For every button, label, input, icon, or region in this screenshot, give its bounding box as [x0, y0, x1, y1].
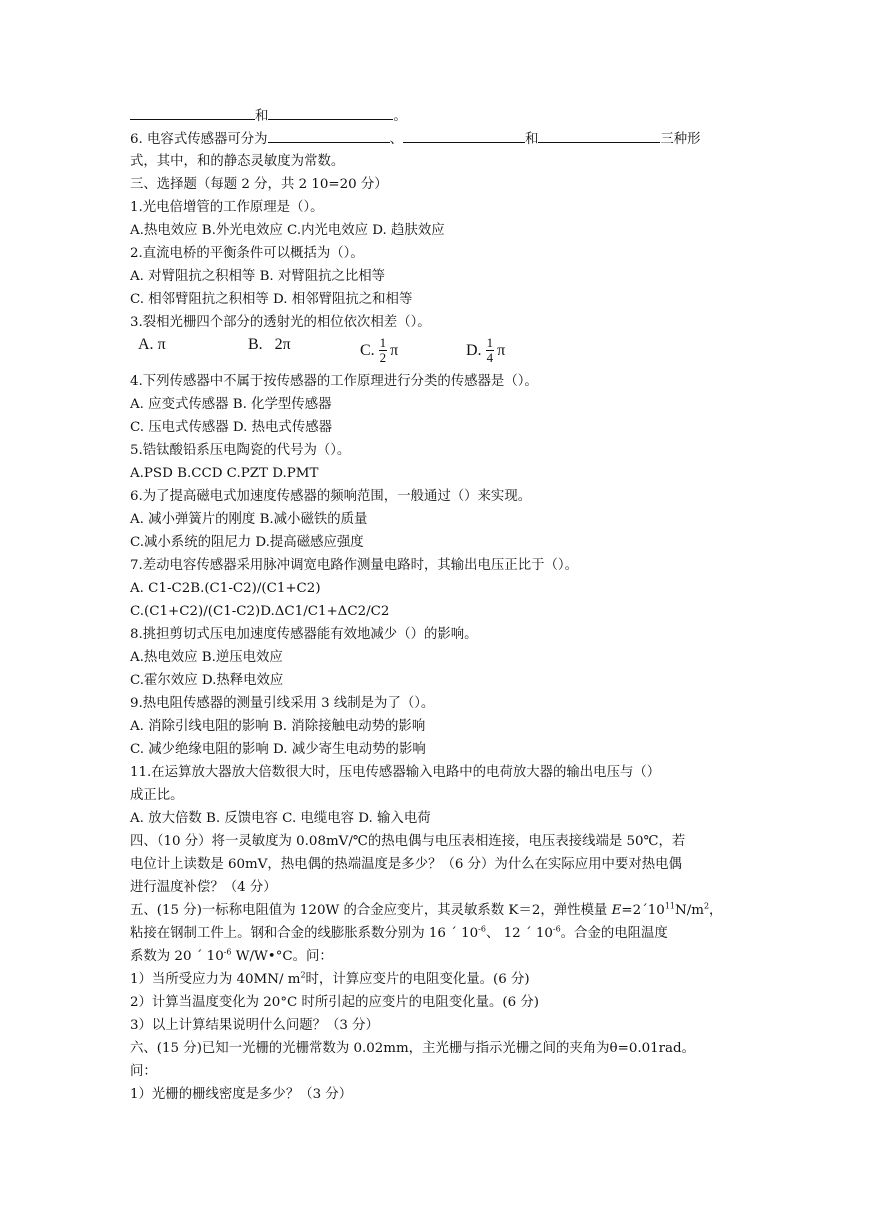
problem-5-line: 3）以上计算结果说明什么问题？（3 分）	[130, 1018, 379, 1033]
text-fragment: W/W•°C。问：	[231, 949, 333, 964]
option-label: A.	[138, 336, 154, 353]
text-fragment: 和	[524, 132, 539, 147]
question-line: 5.锆钛酸铅系压电陶瓷的代号为（）。	[130, 443, 351, 458]
problem-4-line: 四、（10 分）将一灵敏度为 0.08mV/℃的热电偶与电压表相连接，电压表接线端是 50℃，若	[130, 834, 686, 849]
problem-4-line: 电位计上读数是 60mV，热电偶的热端温度是多少？（6 分）为什么在实际应用中要对热电偶	[130, 857, 682, 872]
option-a	[138, 336, 166, 354]
answer-blank	[130, 104, 255, 120]
answer-blank	[268, 104, 393, 120]
option-b	[248, 336, 291, 354]
option-line: C. 减少绝缘电阻的影响 D. 减少寄生电动势的影响	[130, 742, 426, 757]
text-fragment: 系数为 20 ´ 10	[130, 949, 224, 964]
option-value: 2π	[274, 336, 291, 353]
text-fragment: 。	[393, 109, 407, 124]
option-d	[466, 336, 505, 365]
option-value: π	[390, 341, 399, 359]
option-line: C.霍尔效应 D.热释电效应	[130, 673, 284, 688]
question-line: 6.为了提高磁电式加速度传感器的频响范围，一般通过（）来实现。	[130, 489, 532, 504]
text-fragment: E	[611, 903, 622, 918]
option-label: B.	[248, 336, 263, 353]
problem-6-line: 1）光栅的栅线密度是多少？（3 分）	[130, 1087, 353, 1102]
text-fragment: 和	[255, 109, 269, 124]
option-line: C. 压电式传感器 D. 热电式传感器	[130, 420, 332, 435]
problem-4-line: 进行温度补偿？（4 分）	[130, 880, 277, 895]
option-line: A. 减小弹簧片的刚度 B.减小磁铁的质量	[130, 512, 368, 527]
question-line: 3.裂相光栅四个部分的透射光的相位依次相差（）。	[130, 315, 431, 330]
text-fragment: 、 12 ´ 10	[485, 926, 553, 941]
option-line: A. 应变式传感器 B. 化学型传感器	[130, 397, 332, 412]
text-fragment: 粘接在钢制工件上。钢和合金的线膨胀系数分别为 16 ´ 10	[130, 926, 479, 941]
numerator: 1	[486, 335, 494, 350]
option-line: A.热电效应 B.逆压电效应	[130, 650, 283, 665]
superscript: 2	[703, 901, 710, 911]
superscript: -6	[552, 924, 561, 934]
answer-blank	[403, 127, 525, 143]
question-line: 11.在运算放大器放大倍数很大时，压电传感器输入电路中的电荷放大器的输出电压与（）	[130, 765, 661, 780]
text-fragment: ，	[709, 903, 723, 918]
option-line: C.减小系统的阻尼力 D.提高磁感应强度	[130, 535, 364, 550]
text-fragment: 时，计算应变片的电阻变化量。(6 分)	[305, 972, 530, 987]
text-line: 式，其中，和的静态灵敏度为常数。	[130, 154, 345, 169]
denominator: 4	[486, 350, 494, 365]
denominator: 2	[379, 350, 387, 365]
option-line: A. 对臂阻抗之积相等 B. 对臂阻抗之比相等	[130, 269, 386, 284]
superscript: 11	[664, 901, 676, 911]
problem-5-line	[130, 922, 742, 945]
question-line: 9.热电阻传感器的测量引线采用 3 线制是为了（）。	[130, 696, 435, 711]
text-fragment: 、	[389, 132, 403, 147]
question-3-options	[130, 334, 742, 370]
document-page	[130, 104, 742, 1106]
superscript: -6	[223, 947, 232, 957]
fraction	[486, 336, 495, 365]
option-label: D.	[466, 341, 482, 359]
option-value: π	[497, 341, 506, 359]
superscript: 2	[300, 970, 306, 980]
option-line: A. 消除引线电阻的影响 B. 消除接触电动势的影响	[130, 719, 426, 734]
option-line: C. 相邻臂阻抗之积相等 D. 相邻臂阻抗之和相等	[130, 292, 413, 307]
problem-6-line: 问：	[130, 1064, 157, 1079]
text-fragment: 五、(15 分)一标称电阻值为 120W 的合金应变片，其灵敏系数 K＝2，弹性模量	[130, 903, 612, 918]
option-c	[360, 336, 398, 365]
text-fragment: 。合金的电阻温度	[560, 926, 668, 941]
question-line: 7.差动电容传感器采用脉冲调宽电路作测量电路时，其输出电压正比于（）。	[130, 558, 578, 573]
question-line: 8.挑担剪切式压电加速度传感器能有效地减少（）的影响。	[130, 627, 478, 642]
problem-5-line	[130, 899, 742, 922]
text-fragment: N/m	[675, 903, 704, 918]
problem-6-line: 六、(15 分)已知一光栅的光栅常数为 0.02mm，主光栅与指示光栅之间的夹角为θ=0.01rad。	[130, 1041, 695, 1056]
question-line: 4.下列传感器中不属于按传感器的工作原理进行分类的传感器是（）。	[130, 374, 538, 389]
answer-blank	[538, 127, 660, 143]
option-label: C.	[360, 341, 375, 359]
problem-5-line	[130, 968, 742, 991]
section-heading-choice: 三、选择题（每题 2 分，共 2 10=20 分）	[130, 177, 388, 192]
text-fragment: 三种形	[660, 132, 701, 147]
text-line-blanks	[130, 104, 742, 127]
question-line: 2.直流电桥的平衡条件可以概括为（）。	[130, 246, 364, 261]
option-line: A. C1-C2B.(C1-C2)/(C1+C2)	[130, 581, 321, 596]
text-fragment: 6. 电容式传感器可分为	[130, 132, 268, 147]
option-line: C.(C1+C2)/(C1-C2)D.ΔC1/C1+ΔC2/C2	[130, 604, 390, 619]
answer-blank	[268, 127, 390, 143]
option-line: A. 放大倍数 B. 反馈电容 C. 电缆电容 D. 输入电荷	[130, 811, 431, 826]
text-fragment: =2´10	[621, 903, 665, 918]
problem-5-line	[130, 945, 742, 968]
text-fragment: 1）当所受应力为 40MN/ m	[130, 972, 301, 987]
superscript: -6	[478, 924, 486, 934]
question-6-fill	[130, 127, 742, 150]
numerator: 1	[379, 335, 387, 350]
option-value: π	[157, 336, 166, 353]
question-line: 1.光电倍增管的工作原理是（）。	[130, 200, 324, 215]
question-line: 成正比。	[130, 788, 184, 803]
fraction	[379, 336, 388, 365]
option-line: A.PSD B.CCD C.PZT D.PMT	[130, 466, 319, 481]
problem-5-line: 2）计算当温度变化为 20°C 时所引起的应变片的电阻变化量。(6 分)	[130, 995, 540, 1010]
option-line: A.热电效应 B.外光电效应 C.内光电效应 D. 趋肤效应	[130, 223, 445, 238]
